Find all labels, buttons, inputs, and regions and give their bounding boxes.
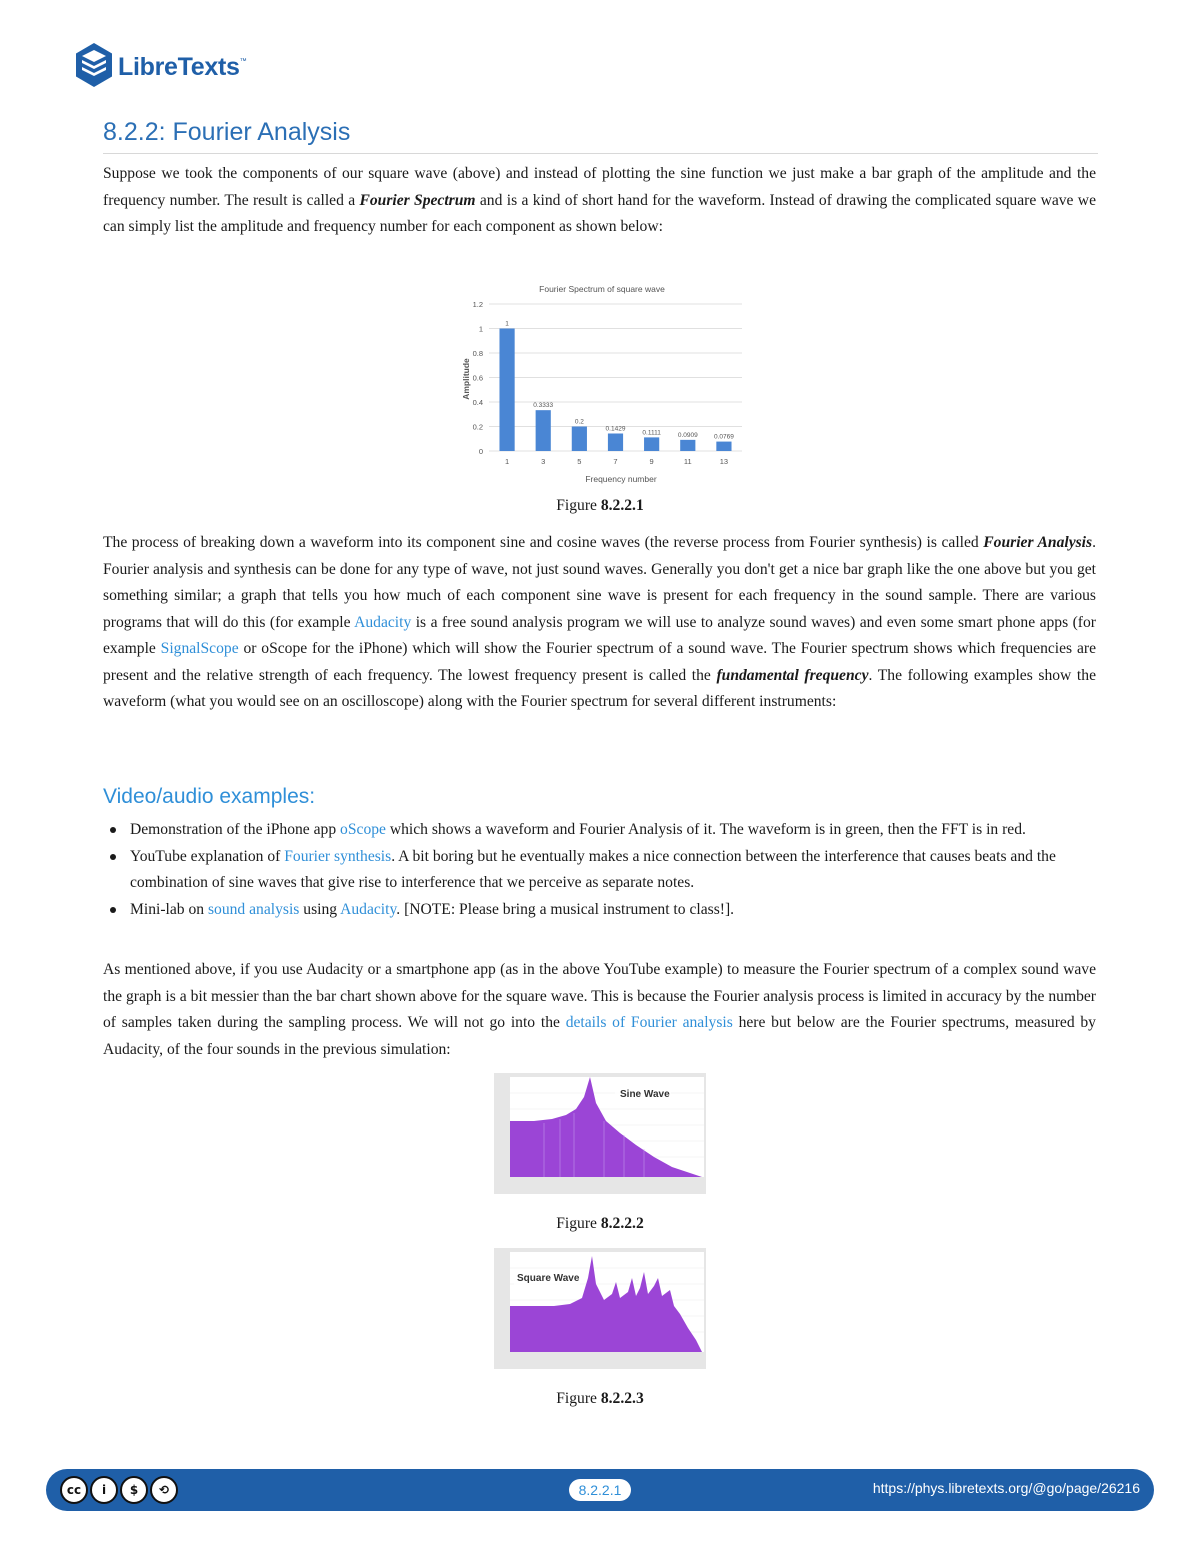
sine-wave-spectrum-image — [494, 1073, 706, 1194]
page-url-link[interactable]: https://phys.libretexts.org/@go/page/26216 — [872, 1480, 1140, 1496]
spectrum-explanation-paragraph: As mentioned above, if you use Audacity or a smartphone app (as in the above YouTube example) to measure the Fourier spectrum of a complex sound wave the graph is a bit messier than the bar chart shown above for the square wave. This is because the Fourier analysis process is limited in accuracy by the number of samples taken during the sampling process. We will not go into the details of Fourier analysis here but below are the Fourier spectrums, measured by Audacity, of the four sounds in the previous simulation: — [103, 961, 1096, 1058]
x-tick-label: 11 — [683, 457, 692, 466]
bar-3 — [536, 410, 551, 451]
square-wave-label: Square Wave — [517, 1273, 580, 1284]
data-label: 0.1111 — [642, 429, 661, 437]
y-tick-label: 0.6 — [472, 373, 483, 383]
license-badges[interactable] — [60, 1476, 178, 1504]
page-number: 8.2.2.1 — [569, 1479, 631, 1501]
logo-wordmark: LibreTexts™ — [118, 52, 247, 81]
data-label: 0.0769 — [713, 433, 734, 441]
figure-fourier-spectrum-chart — [456, 279, 748, 487]
figure-2-caption: Figure 8.2.2.2 — [556, 1215, 644, 1232]
by-icon: i — [90, 1476, 118, 1504]
intro-paragraph: Suppose we took the components of our square wave (above) and instead of plotting the sine function we just make a bar graph of the amplitude and the frequency number. The result is called a Fourier Spectrum and is a kind of short hand for the waveform. Instead of drawing the complicated square wave we can simply list the amplitude and frequency number for each component as shown below: — [103, 165, 1096, 235]
list-item: Mini-lab on sound analysis using Audacity. [NOTE: Please bring a musical instrument to class!]. — [108, 897, 1093, 924]
list-item: Demonstration of the iPhone app oScope which shows a waveform and Fourier Analysis of it. The waveform is in green, then the FFT is in red. — [108, 817, 1093, 844]
y-tick-label: 0.4 — [472, 398, 483, 407]
details-fourier-analysis-link[interactable]: details of Fourier analysis — [565, 1014, 733, 1031]
bar-9 — [644, 437, 659, 451]
x-tick-label: 7 — [613, 457, 618, 466]
bar-13 — [716, 442, 731, 451]
bar-11 — [680, 440, 695, 451]
audacity-link[interactable]: Audacity — [354, 613, 412, 631]
data-label: 1 — [505, 320, 509, 328]
data-label: 0.2 — [574, 418, 584, 426]
bar-5 — [572, 427, 587, 452]
bar-1 — [499, 329, 514, 452]
term-fourier-analysis: Fourier Analysis — [983, 534, 1093, 551]
page-footer — [46, 1469, 1154, 1511]
chart-title: Fourier Spectrum of square wave — [539, 284, 665, 294]
x-tick-label: 13 — [719, 457, 729, 466]
figure-1-caption: Figure 8.2.2.1 — [556, 497, 644, 514]
figure-sine-wave-spectrum — [494, 1073, 706, 1194]
x-tick-label: 3 — [541, 457, 546, 466]
video-audio-heading: Video/audio examples: — [103, 785, 316, 808]
term-fourier-spectrum: Fourier Spectrum — [359, 191, 476, 209]
y-tick-label: 1 — [478, 324, 483, 334]
x-tick-label: 1 — [504, 457, 510, 466]
y-tick-label: 0.2 — [472, 422, 483, 432]
x-tick-label: 9 — [649, 457, 654, 466]
libretexts-logo[interactable] — [74, 42, 264, 92]
figure-3-caption: Figure 8.2.2.3 — [556, 1390, 644, 1407]
sound-analysis-link[interactable]: sound analysis — [207, 900, 300, 918]
list-item: YouTube explanation of Fourier synthesis. A bit boring but he eventually makes a nice connection between the interference that causes beats and the combination of sine waves that give rise to interference that we perceive as separate notes. — [108, 844, 1093, 897]
page-title: 8.2.2: Fourier Analysis — [103, 118, 1098, 154]
data-label: 0.1429 — [605, 425, 626, 433]
libretexts-book-stack-icon — [74, 42, 114, 93]
y-tick-label: 0.8 — [472, 349, 483, 358]
chart-ylabel: Amplitude — [461, 358, 471, 400]
sine-wave-label: Sine Wave — [620, 1089, 670, 1100]
bar-7 — [608, 433, 623, 451]
sa-icon: ⟲ — [150, 1476, 178, 1504]
examples-list — [108, 817, 1093, 923]
chart-xlabel: Frequency number — [585, 474, 657, 484]
y-tick-label: 1.2 — [472, 300, 483, 309]
figure-square-wave-spectrum — [494, 1248, 706, 1369]
signalscope-link[interactable]: SignalScope — [160, 640, 239, 657]
data-label: 0.0909 — [677, 431, 698, 439]
fourier-spectrum-bar-chart — [456, 279, 748, 487]
fourier-analysis-paragraph: The process of breaking down a waveform into its component sine and cosine waves (the reverse process from Fourier synthesis) is called Fourier Analysis. Fourier analysis and synthesis can be done for any type of wave, not just sound waves. Generally you don't get a nice bar graph like the one above but you get something similar; a graph that tells you how much of each component sine wave is present for each frequency in the sound sample. There are various programs that will do this (for example Audacity is a free sound analysis program we will use to analyze sound waves) and even some smart phone apps (for example SignalScope or oScope for the iPhone) which will show the Fourier spectrum of a sound wave. The Fourier spectrum shows which frequencies are present and the relative strength of each frequency. The lowest frequency present is called the fundamental frequency. The following examples show the waveform (what you would see on an oscilloscope) along with the Fourier spectrum for several different instruments: — [103, 534, 1096, 710]
x-tick-label: 5 — [577, 457, 582, 466]
cc-icon: cc — [60, 1476, 88, 1504]
data-label: 0.3333 — [533, 402, 554, 410]
fourier-synthesis-link[interactable]: Fourier synthesis — [284, 847, 392, 865]
nc-icon: $ — [120, 1476, 148, 1504]
y-tick-label: 0 — [478, 447, 483, 456]
term-fundamental-frequency: fundamental frequency — [716, 666, 869, 684]
oscope-link[interactable]: oScope — [340, 821, 386, 838]
square-wave-spectrum-image — [494, 1248, 706, 1369]
audacity-link-2[interactable]: Audacity — [340, 900, 397, 918]
